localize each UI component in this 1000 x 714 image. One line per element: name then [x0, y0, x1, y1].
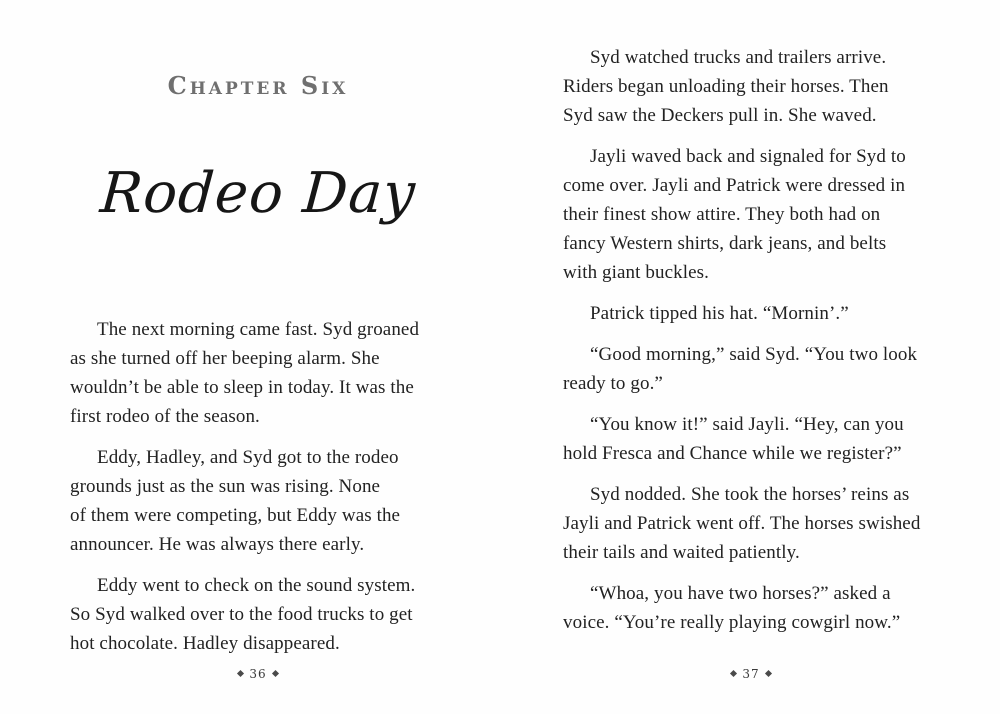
right-page-body — [563, 43, 939, 637]
text-line: Riders began unloading their horses. Then — [563, 76, 889, 97]
paragraph — [70, 571, 446, 658]
left-page-body — [70, 315, 446, 658]
text-line: announcer. He was always there early. — [70, 534, 365, 555]
page-number: 36 — [249, 667, 267, 681]
text-line: So Syd walked over to the food trucks to get — [70, 604, 413, 625]
page-number: 37 — [742, 667, 760, 681]
text-line: “Whoa, you have two horses?” asked a — [590, 583, 891, 604]
left-page — [70, 0, 446, 714]
text-line: hold Fresca and Chance while we register?” — [563, 443, 902, 464]
text-line: voice. “You’re really playing cowgirl now.” — [563, 612, 901, 633]
text-line: as she turned off her beeping alarm. She — [70, 348, 380, 369]
text-line: grounds just as the sun was rising. None — [70, 476, 381, 497]
text-line: Eddy went to check on the sound system. — [97, 575, 416, 596]
text-line: wouldn’t be able to sleep in today. It was the — [70, 377, 414, 398]
text-line: come over. Jayli and Patrick were dressed in — [563, 175, 906, 196]
text-line: Syd saw the Deckers pull in. She waved. — [563, 105, 877, 126]
diamond-ornament-icon — [765, 670, 772, 677]
paragraph — [563, 480, 939, 567]
diamond-ornament-icon — [730, 670, 737, 677]
paragraph — [70, 443, 446, 559]
text-line: first rodeo of the season. — [70, 406, 260, 427]
paragraph — [563, 142, 939, 287]
text-line: Jayli waved back and signaled for Syd to — [590, 146, 906, 167]
paragraph — [563, 410, 939, 468]
left-page-number — [70, 667, 446, 681]
text-line: “You know it!” said Jayli. “Hey, can you — [590, 414, 904, 435]
chapter-title: Rodeo Day — [98, 161, 418, 226]
text-line: Eddy, Hadley, and Syd got to the rodeo — [97, 447, 399, 468]
text-line: hot chocolate. Hadley disappeared. — [70, 633, 340, 654]
text-line: ready to go.” — [563, 373, 663, 394]
text-line: Jayli and Patrick went off. The horses swished — [563, 513, 921, 534]
diamond-ornament-icon — [237, 670, 244, 677]
text-line: The next morning came fast. Syd groaned — [97, 319, 420, 340]
right-page — [563, 0, 939, 714]
text-line: their finest show attire. They both had on — [563, 204, 881, 225]
diamond-ornament-icon — [272, 670, 279, 677]
text-line: with giant buckles. — [563, 262, 709, 283]
text-line: of them were competing, but Eddy was the — [70, 505, 401, 526]
text-line: fancy Western shirts, dark jeans, and belts — [563, 233, 887, 254]
paragraph — [563, 299, 939, 328]
text-line: “Good morning,” said Syd. “You two look — [590, 344, 918, 365]
chapter-heading: Chapter Six — [167, 71, 349, 100]
text-line: Syd nodded. She took the horses’ reins as — [590, 484, 910, 505]
text-line: Syd watched trucks and trailers arrive. — [590, 47, 887, 68]
text-line: Patrick tipped his hat. “Mornin’.” — [590, 303, 849, 324]
paragraph — [563, 340, 939, 398]
right-page-number — [563, 667, 939, 681]
paragraph — [70, 315, 446, 431]
paragraph — [563, 43, 939, 130]
text-line: their tails and waited patiently. — [563, 542, 800, 563]
paragraph — [563, 579, 939, 637]
